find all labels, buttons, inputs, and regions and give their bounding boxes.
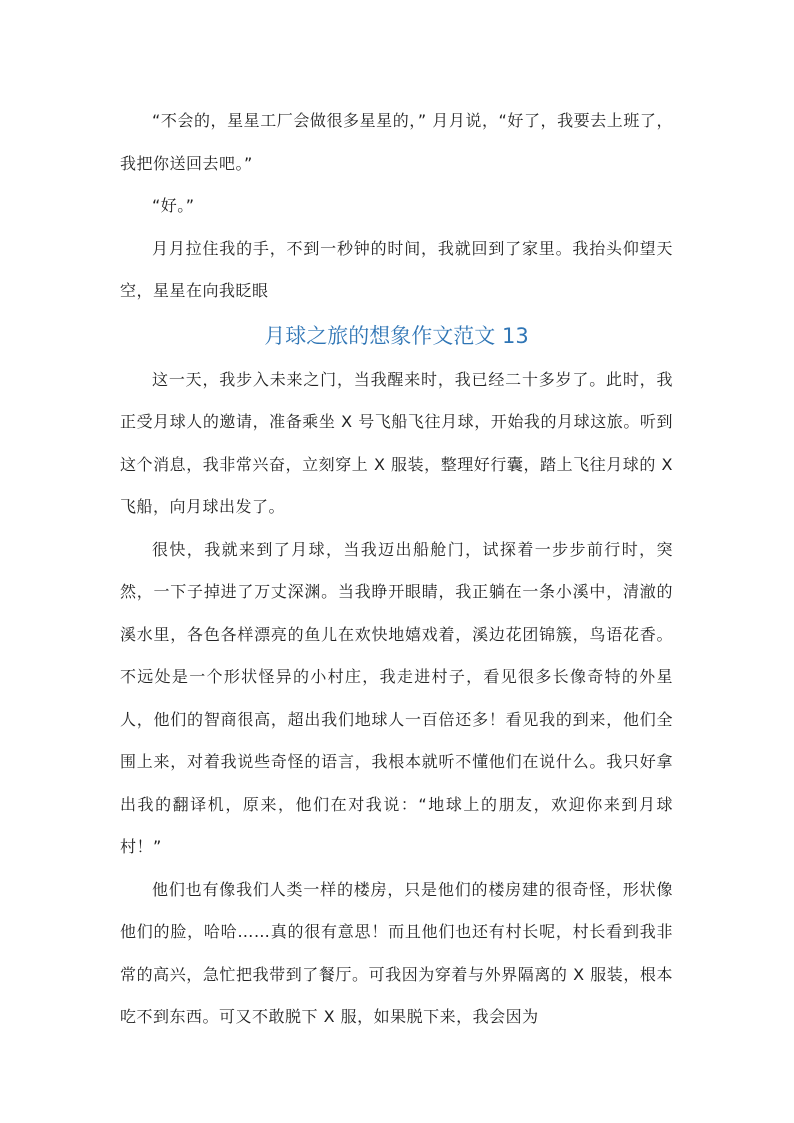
paragraph-village: 他们也有像我们人类一样的楼房，只是他们的楼房建的很奇怪，形状像他们的脸，哈哈……真的很有意思！而且他们也还有村长呢，村长看到我非常的高兴，急忙把我带到了餐厅。可我因为穿着与外界隔离的 X 服装，根本吃不到东西。可又不敢脱下 X 服，如果脱下来，我会因为	[120, 879, 673, 1026]
paragraph-ending: 月月拉住我的手，不到一秒钟的时间，我就回到了家里。我抬头仰望天空，星星在向我眨眼	[120, 238, 673, 300]
paragraph-dialogue-2: “好。”	[152, 196, 195, 215]
essay-title: 月球之旅的想象作文范文 13	[264, 323, 529, 348]
paragraph-arrival: 很快，我就来到了月球，当我迈出船舱门，试探着一步步前行时，突然，一下子掉进了万丈深渊。当我睁开眼睛，我正躺在一条小溪中，清澈的溪水里，各色各样漂亮的鱼儿在欢快地嬉戏着，溪边花团锦簇，鸟语花香。不远处是一个形状怪异的小村庄，我走进村子，看见很多长像奇特的外星人，他们的智商很高，超出我们地球人一百倍还多！看见我的到来，他们全围上来，对着我说些奇怪的语言，我根本就听不懂他们在说什么。我只好拿出我的翻译机，原来，他们在对我说：“地球上的朋友，欢迎你来到月球村！”	[120, 539, 673, 856]
document-page	[120, 100, 673, 1039]
paragraph-intro: 这一天，我步入未来之门，当我醒来时，我已经二十多岁了。此时，我正受月球人的邀请，准备乘坐 X 号飞船飞往月球，开始我的月球这旅。听到这个消息，我非常兴奋，立刻穿上 X 服装，整理好行囊，踏上飞往月球的 X 飞船，向月球出发了。	[120, 369, 673, 516]
paragraph-dialogue-1: “不会的，星星工厂会做很多星星的，” 月月说，“好了，我要去上班了，我把你送回去吧。”	[120, 111, 673, 173]
